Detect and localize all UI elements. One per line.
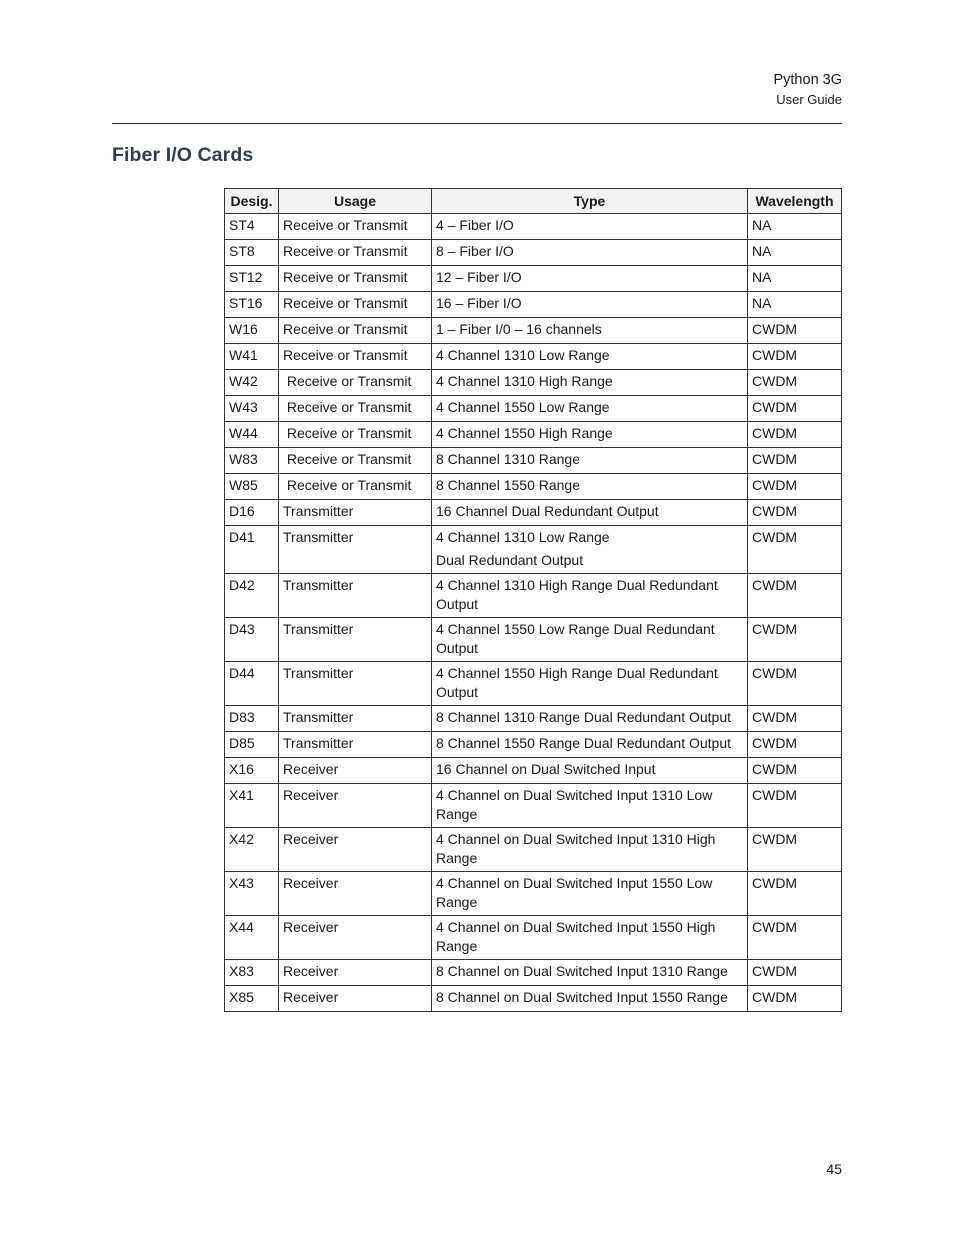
- type-cell: 4 Channel 1550 High Range Dual Redundant Output: [432, 662, 748, 706]
- wavelength-cell: CWDM: [748, 662, 842, 706]
- usage-cell: Receive or Transmit: [279, 396, 432, 422]
- usage-cell: Receiver: [279, 828, 432, 872]
- type-cell: 8 Channel 1310 Range: [432, 448, 748, 474]
- wavelength-cell: CWDM: [748, 872, 842, 916]
- usage-cell: Transmitter: [279, 732, 432, 758]
- table-row: [225, 214, 842, 240]
- usage-cell: Receive or Transmit: [279, 240, 432, 266]
- desig-cell: X42: [225, 828, 279, 872]
- wavelength-cell: CWDM: [748, 526, 842, 574]
- header-product-name: Python 3G: [773, 72, 842, 88]
- usage-cell: Receive or Transmit: [279, 370, 432, 396]
- wavelength-cell: NA: [748, 292, 842, 318]
- fiber-io-cards-table: [224, 188, 842, 1012]
- wavelength-cell: CWDM: [748, 500, 842, 526]
- table-row: [225, 266, 842, 292]
- desig-cell: ST8: [225, 240, 279, 266]
- table-row: [225, 526, 842, 574]
- desig-cell: ST12: [225, 266, 279, 292]
- wavelength-cell: CWDM: [748, 706, 842, 732]
- wavelength-cell: NA: [748, 266, 842, 292]
- column-header-type: Type: [432, 189, 748, 214]
- table-row: [225, 500, 842, 526]
- usage-cell: Transmitter: [279, 574, 432, 618]
- table-header-row: [225, 189, 842, 214]
- type-cell: 4 Channel 1550 Low Range: [432, 396, 748, 422]
- usage-cell: Transmitter: [279, 706, 432, 732]
- column-header-usage: Usage: [279, 189, 432, 214]
- type-cell: 4 Channel 1310 High Range: [432, 370, 748, 396]
- table-row: [225, 960, 842, 986]
- table-row: [225, 448, 842, 474]
- type-cell: 4 Channel 1310 High Range Dual Redundant Output: [432, 574, 748, 618]
- type-cell: 4 – Fiber I/O: [432, 214, 748, 240]
- desig-cell: D44: [225, 662, 279, 706]
- desig-cell: W83: [225, 448, 279, 474]
- section-title: Fiber I/O Cards: [112, 144, 254, 166]
- type-line: 4 Channel 1310 Low Range: [436, 529, 610, 545]
- header-divider: [112, 123, 842, 124]
- table-row: [225, 370, 842, 396]
- desig-cell: X83: [225, 960, 279, 986]
- type-cell: 8 Channel on Dual Switched Input 1310 Range: [432, 960, 748, 986]
- wavelength-cell: NA: [748, 240, 842, 266]
- desig-cell: W41: [225, 344, 279, 370]
- desig-cell: W16: [225, 318, 279, 344]
- wavelength-cell: CWDM: [748, 732, 842, 758]
- table-body: [225, 214, 842, 1012]
- wavelength-cell: CWDM: [748, 828, 842, 872]
- type-cell: 16 Channel on Dual Switched Input: [432, 758, 748, 784]
- usage-cell: Transmitter: [279, 618, 432, 662]
- wavelength-cell: CWDM: [748, 474, 842, 500]
- usage-cell: Receive or Transmit: [279, 344, 432, 370]
- page-number: 45: [826, 1161, 842, 1177]
- desig-cell: D85: [225, 732, 279, 758]
- type-cell: 4 Channel 1550 High Range: [432, 422, 748, 448]
- table-row: [225, 706, 842, 732]
- desig-cell: X85: [225, 986, 279, 1012]
- desig-cell: W44: [225, 422, 279, 448]
- type-line: Dual Redundant Output: [436, 552, 584, 568]
- type-cell: 4 Channel on Dual Switched Input 1310 High Range: [432, 828, 748, 872]
- type-cell: 4 Channel 1310 Low Range: [432, 344, 748, 370]
- desig-cell: W42: [225, 370, 279, 396]
- type-cell: 8 Channel 1550 Range Dual Redundant Output: [432, 732, 748, 758]
- table-row: [225, 986, 842, 1012]
- type-cell: 4 Channel 1550 Low Range Dual Redundant Output: [432, 618, 748, 662]
- table-row: [225, 662, 842, 706]
- desig-cell: D41: [225, 526, 279, 574]
- type-cell: 8 Channel 1550 Range: [432, 474, 748, 500]
- desig-cell: W85: [225, 474, 279, 500]
- wavelength-cell: CWDM: [748, 370, 842, 396]
- table-row: [225, 916, 842, 960]
- wavelength-cell: CWDM: [748, 396, 842, 422]
- wavelength-cell: CWDM: [748, 986, 842, 1012]
- type-cell: 8 Channel 1310 Range Dual Redundant Output: [432, 706, 748, 732]
- wavelength-cell: CWDM: [748, 618, 842, 662]
- desig-cell: W43: [225, 396, 279, 422]
- desig-cell: D16: [225, 500, 279, 526]
- usage-cell: Receive or Transmit: [279, 474, 432, 500]
- desig-cell: D42: [225, 574, 279, 618]
- desig-cell: D43: [225, 618, 279, 662]
- usage-cell: Receiver: [279, 784, 432, 828]
- type-cell: [432, 526, 748, 574]
- usage-cell: Receive or Transmit: [279, 214, 432, 240]
- desig-cell: X16: [225, 758, 279, 784]
- table-row: [225, 872, 842, 916]
- wavelength-cell: NA: [748, 214, 842, 240]
- desig-cell: D83: [225, 706, 279, 732]
- wavelength-cell: CWDM: [748, 448, 842, 474]
- header-document-type: User Guide: [776, 92, 842, 107]
- running-header: [773, 70, 842, 110]
- desig-cell: ST16: [225, 292, 279, 318]
- wavelength-cell: CWDM: [748, 422, 842, 448]
- type-cell: 16 – Fiber I/O: [432, 292, 748, 318]
- usage-cell: Receiver: [279, 960, 432, 986]
- table-row: [225, 422, 842, 448]
- wavelength-cell: CWDM: [748, 916, 842, 960]
- wavelength-cell: CWDM: [748, 574, 842, 618]
- wavelength-cell: CWDM: [748, 318, 842, 344]
- table-row: [225, 618, 842, 662]
- column-header-desig: Desig.: [225, 189, 279, 214]
- table-row: [225, 758, 842, 784]
- type-cell: 8 Channel on Dual Switched Input 1550 Range: [432, 986, 748, 1012]
- type-cell: 1 – Fiber I/0 – 16 channels: [432, 318, 748, 344]
- usage-cell: Transmitter: [279, 526, 432, 574]
- usage-cell: Transmitter: [279, 500, 432, 526]
- table-row: [225, 784, 842, 828]
- table-row: [225, 292, 842, 318]
- type-cell: 16 Channel Dual Redundant Output: [432, 500, 748, 526]
- table-row: [225, 240, 842, 266]
- wavelength-cell: CWDM: [748, 960, 842, 986]
- table-row: [225, 732, 842, 758]
- table-row: [225, 474, 842, 500]
- wavelength-cell: CWDM: [748, 784, 842, 828]
- usage-cell: Receive or Transmit: [279, 318, 432, 344]
- wavelength-cell: CWDM: [748, 758, 842, 784]
- usage-cell: Receiver: [279, 758, 432, 784]
- type-cell: 4 Channel on Dual Switched Input 1550 High Range: [432, 916, 748, 960]
- desig-cell: X41: [225, 784, 279, 828]
- table-row: [225, 396, 842, 422]
- table-row: [225, 574, 842, 618]
- usage-cell: Receive or Transmit: [279, 292, 432, 318]
- desig-cell: ST4: [225, 214, 279, 240]
- type-cell: 8 – Fiber I/O: [432, 240, 748, 266]
- wavelength-cell: CWDM: [748, 344, 842, 370]
- usage-cell: Receiver: [279, 872, 432, 916]
- table-row: [225, 828, 842, 872]
- type-cell: 4 Channel on Dual Switched Input 1310 Low Range: [432, 784, 748, 828]
- usage-cell: Receiver: [279, 916, 432, 960]
- column-header-wavelength: Wavelength: [748, 189, 842, 214]
- usage-cell: Receive or Transmit: [279, 448, 432, 474]
- type-cell: 4 Channel on Dual Switched Input 1550 Low Range: [432, 872, 748, 916]
- table-row: [225, 318, 842, 344]
- usage-cell: Receive or Transmit: [279, 266, 432, 292]
- usage-cell: Transmitter: [279, 662, 432, 706]
- desig-cell: X44: [225, 916, 279, 960]
- usage-cell: Receive or Transmit: [279, 422, 432, 448]
- table-row: [225, 344, 842, 370]
- desig-cell: X43: [225, 872, 279, 916]
- usage-cell: Receiver: [279, 986, 432, 1012]
- type-cell: 12 – Fiber I/O: [432, 266, 748, 292]
